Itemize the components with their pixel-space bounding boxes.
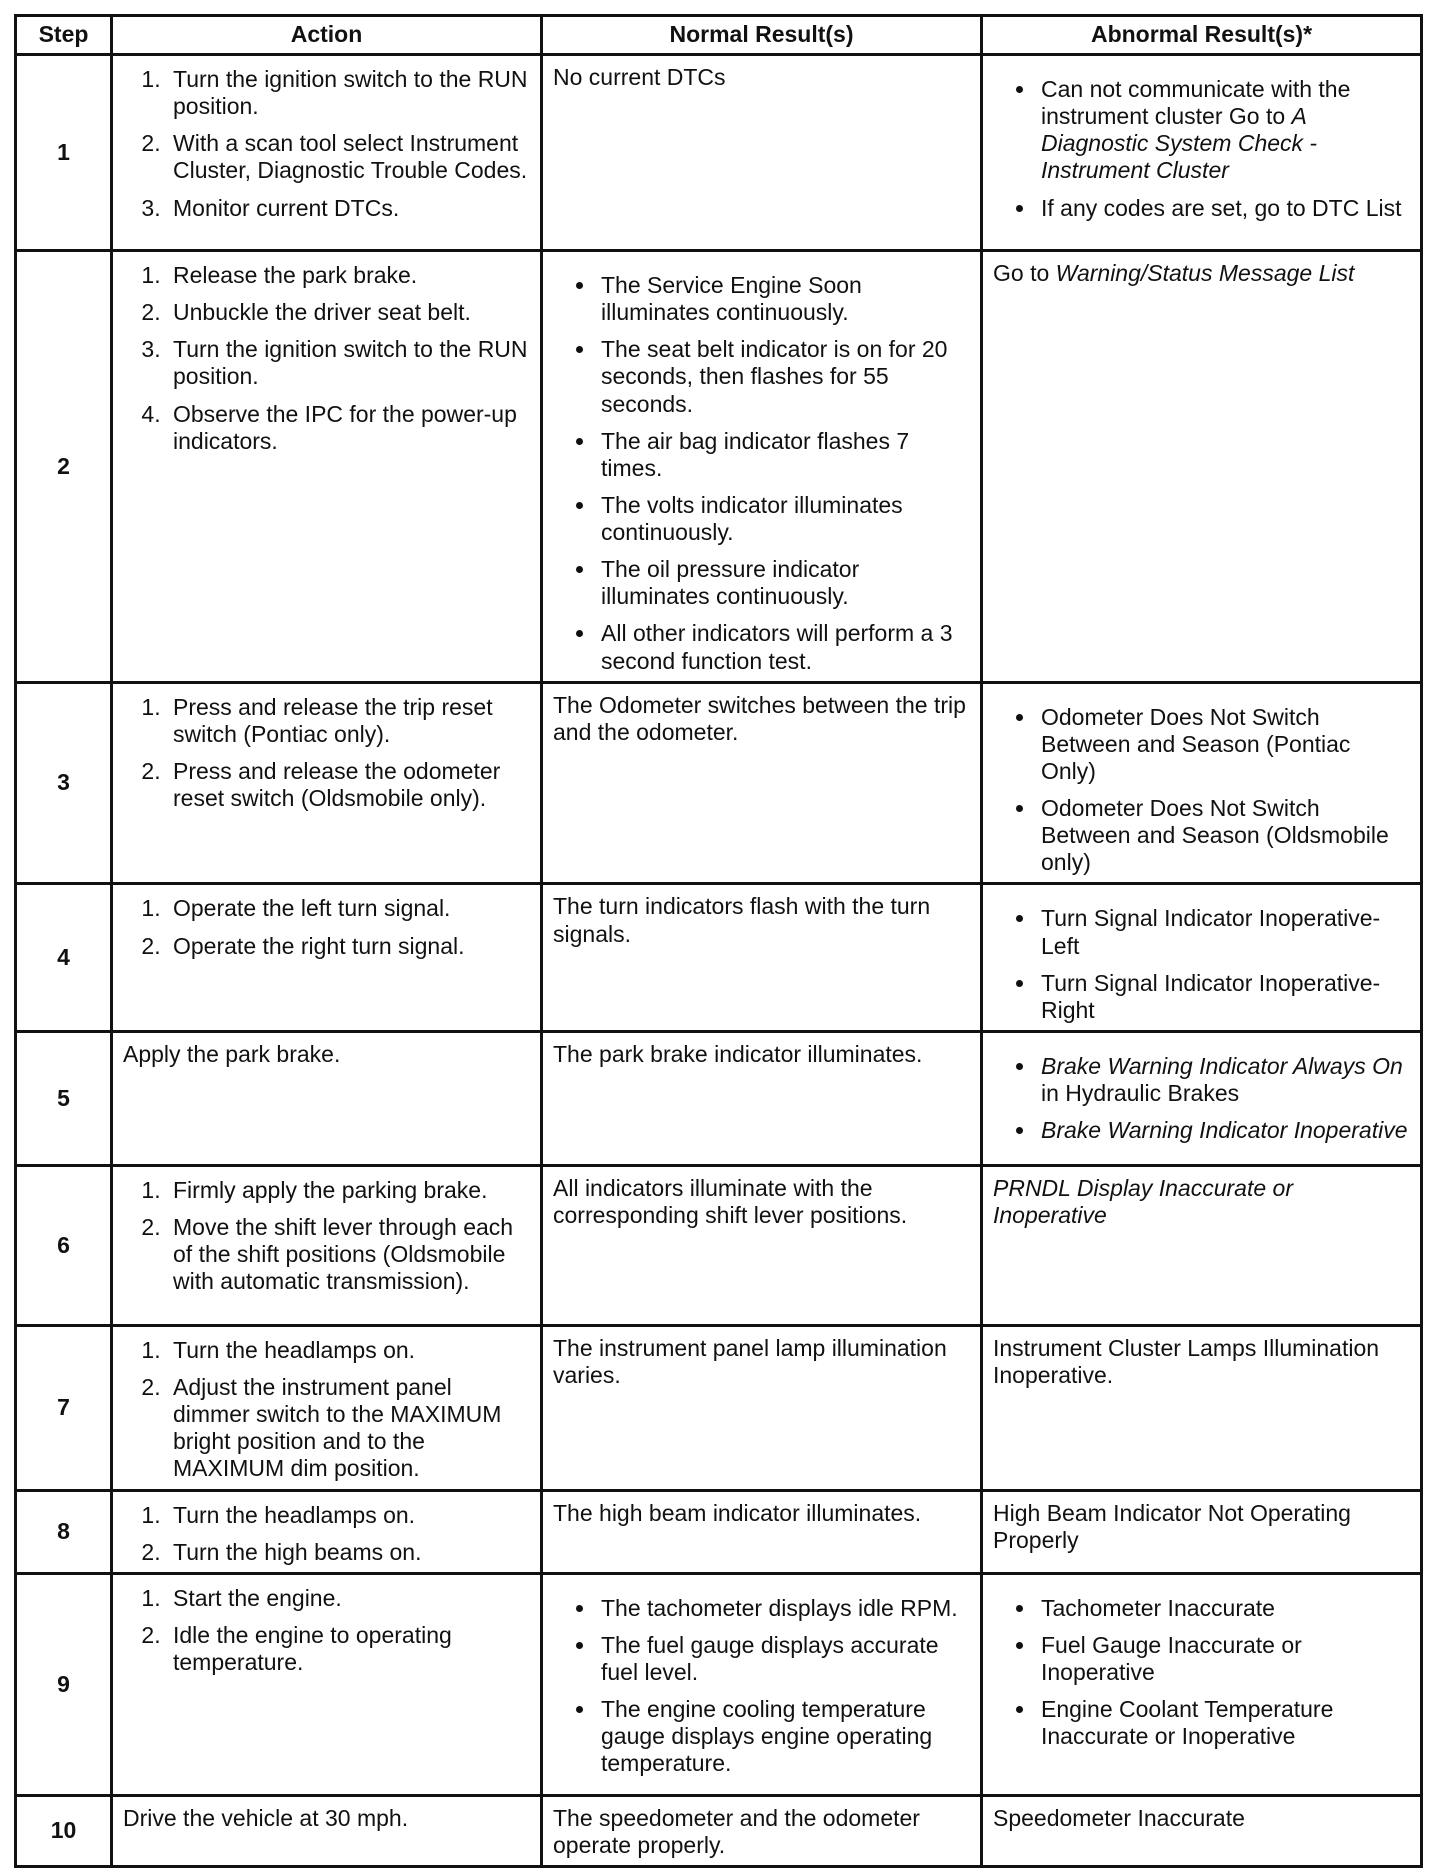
step-number: 6 <box>16 1165 112 1325</box>
normal-result-text: The high beam indicator illuminates. <box>553 1499 922 1526</box>
header-normal-results: Normal Result(s) <box>542 16 982 55</box>
header-row <box>16 16 1422 55</box>
table-row <box>16 1165 1422 1325</box>
action-item: 1. Turn the ignition switch to the RUN position. <box>167 66 530 120</box>
normal-result-cell <box>542 1795 982 1866</box>
abnormal-result-text: PRNDL Display Inaccurate or Inoperative <box>993 1174 1293 1228</box>
action-cell <box>112 251 542 683</box>
table-row <box>16 1795 1422 1866</box>
action-item: 2. Move the shift lever through each of the shift positions (Oldsmobile with automatic transmission). <box>167 1214 530 1295</box>
action-item: 1. Turn the headlamps on. <box>167 1337 530 1364</box>
diagnostic-table <box>14 14 1423 1868</box>
action-cell <box>112 884 542 1032</box>
normal-result-cell <box>542 1325 982 1490</box>
action-item: 1. Operate the left turn signal. <box>167 895 530 922</box>
abnormal-result-list <box>993 1595 1410 1751</box>
action-list <box>123 262 530 455</box>
abnormal-result-cell <box>982 1490 1422 1573</box>
abnormal-result-list <box>993 1053 1410 1144</box>
abnormal-result-cell <box>982 1573 1422 1795</box>
action-item: 2. Adjust the instrument panel dimmer switch to the MAXIMUM bright position and to the MAXIMUM dim position. <box>167 1374 530 1483</box>
action-item: 1. Start the engine. <box>167 1585 530 1612</box>
normal-result-item: • The oil pressure indicator illuminates continuously. <box>597 556 970 610</box>
abnormal-result-item: • Turn Signal Indicator Inoperative- Right <box>1037 970 1410 1024</box>
header-step: Step <box>16 16 112 55</box>
normal-result-cell <box>542 1165 982 1325</box>
abnormal-result-item: • Fuel Gauge Inaccurate or Inoperative <box>1037 1632 1410 1686</box>
action-item: 1. Firmly apply the parking brake. <box>167 1177 530 1204</box>
action-item: 4. Observe the IPC for the power-up indicators. <box>167 401 530 455</box>
header-action: Action <box>112 16 542 55</box>
action-item: 2. Turn the high beams on. <box>167 1539 530 1566</box>
action-list <box>123 895 530 959</box>
normal-result-text: The park brake indicator illuminates. <box>553 1040 923 1067</box>
table-row <box>16 1573 1422 1795</box>
table-row <box>16 884 1422 1032</box>
action-item: 1. Press and release the trip reset switch (Pontiac only). <box>167 694 530 748</box>
abnormal-result-cell <box>982 251 1422 683</box>
abnormal-result-item: • Tachometer Inaccurate <box>1037 1595 1410 1622</box>
step-number: 2 <box>16 251 112 683</box>
action-list <box>123 694 530 813</box>
step-number: 7 <box>16 1325 112 1490</box>
abnormal-result-item: • Brake Warning Indicator Inoperative <box>1037 1117 1410 1144</box>
table-row <box>16 682 1422 884</box>
action-cell <box>112 55 542 251</box>
abnormal-result-item: • If any codes are set, go to DTC List <box>1037 195 1410 222</box>
header-abnormal-results: Abnormal Result(s)* <box>982 16 1422 55</box>
normal-result-item: • The fuel gauge displays accurate fuel level. <box>597 1632 970 1686</box>
abnormal-result-cell <box>982 1795 1422 1866</box>
normal-result-cell <box>542 682 982 884</box>
action-item: 2. Operate the right turn signal. <box>167 933 530 960</box>
action-item: 2. Unbuckle the driver seat belt. <box>167 299 530 326</box>
normal-result-item: • The seat belt indicator is on for 20 seconds, then flashes for 55 seconds. <box>597 336 970 417</box>
normal-result-item: • The air bag indicator flashes 7 times. <box>597 428 970 482</box>
action-cell <box>112 1795 542 1866</box>
action-list <box>123 1177 530 1296</box>
normal-result-cell <box>542 1490 982 1573</box>
step-number: 9 <box>16 1573 112 1795</box>
action-item: 2. Press and release the odometer reset switch (Oldsmobile only). <box>167 758 530 812</box>
table-row <box>16 55 1422 251</box>
normal-result-item: • The volts indicator illuminates continuously. <box>597 492 970 546</box>
normal-result-text: All indicators illuminate with the corresponding shift lever positions. <box>553 1174 908 1228</box>
normal-result-item: • The engine cooling temperature gauge displays engine operating temperature. <box>597 1696 970 1777</box>
step-number: 4 <box>16 884 112 1032</box>
action-cell <box>112 1325 542 1490</box>
normal-result-text: The instrument panel lamp illumination varies. <box>553 1334 947 1388</box>
abnormal-result-list <box>993 905 1410 1024</box>
action-item: 1. Release the park brake. <box>167 262 530 289</box>
normal-result-item: • All other indicators will perform a 3 second function test. <box>597 620 970 674</box>
normal-result-cell <box>542 251 982 683</box>
abnormal-result-text: Instrument Cluster Lamps Illumination Inoperative. <box>993 1334 1380 1388</box>
action-text: Drive the vehicle at 30 mph. <box>123 1804 409 1831</box>
abnormal-result-cell <box>982 682 1422 884</box>
normal-result-item: • The Service Engine Soon illuminates continuously. <box>597 272 970 326</box>
action-item: 3. Turn the ignition switch to the RUN position. <box>167 336 530 390</box>
action-item: 3. Monitor current DTCs. <box>167 195 530 222</box>
step-number: 1 <box>16 55 112 251</box>
abnormal-result-item: • Turn Signal Indicator Inoperative- Left <box>1037 905 1410 959</box>
abnormal-result-item: • Can not communicate with the instrument cluster Go to A Diagnostic System Check - Instrument Cluster <box>1037 76 1410 185</box>
abnormal-result-cell <box>982 1325 1422 1490</box>
step-number: 5 <box>16 1031 112 1165</box>
abnormal-result-cell <box>982 884 1422 1032</box>
table-row <box>16 251 1422 683</box>
normal-result-text: The turn indicators flash with the turn signals. <box>553 893 931 947</box>
abnormal-result-item: • Odometer Does Not Switch Between and Season (Oldsmobile only) <box>1037 795 1410 876</box>
action-list <box>123 1502 530 1566</box>
normal-result-list <box>553 1595 970 1778</box>
abnormal-result-item: • Odometer Does Not Switch Between and Season (Pontiac Only) <box>1037 704 1410 785</box>
action-item: 2. Idle the engine to operating temperature. <box>167 1622 530 1676</box>
abnormal-result-item: • Brake Warning Indicator Always On in Hydraulic Brakes <box>1037 1053 1410 1107</box>
action-cell <box>112 1031 542 1165</box>
action-list <box>123 1337 530 1483</box>
step-number: 10 <box>16 1795 112 1866</box>
abnormal-result-list <box>993 76 1410 222</box>
action-cell <box>112 1573 542 1795</box>
action-cell <box>112 682 542 884</box>
abnormal-result-text: Speedometer Inaccurate <box>993 1804 1245 1831</box>
normal-result-list <box>553 272 970 675</box>
abnormal-result-cell <box>982 1031 1422 1165</box>
normal-result-item: • The tachometer displays idle RPM. <box>597 1595 970 1622</box>
normal-result-cell <box>542 1573 982 1795</box>
normal-result-cell <box>542 1031 982 1165</box>
normal-result-text: The Odometer switches between the trip and the odometer. <box>553 691 966 745</box>
abnormal-result-text: High Beam Indicator Not Operating Properly <box>993 1499 1351 1553</box>
table-row <box>16 1031 1422 1165</box>
action-item: 1. Turn the headlamps on. <box>167 1502 530 1529</box>
abnormal-result-cell <box>982 1165 1422 1325</box>
action-text: Apply the park brake. <box>123 1040 341 1067</box>
abnormal-result-text: Go to Warning/Status Message List <box>993 260 1355 286</box>
normal-result-text: No current DTCs <box>553 64 726 90</box>
normal-result-cell <box>542 55 982 251</box>
action-item: 2. With a scan tool select Instrument Cluster, Diagnostic Trouble Codes. <box>167 130 530 184</box>
normal-result-cell <box>542 884 982 1032</box>
step-number: 8 <box>16 1490 112 1573</box>
abnormal-result-item: • Engine Coolant Temperature Inaccurate or Inoperative <box>1037 1696 1410 1750</box>
action-cell <box>112 1490 542 1573</box>
action-cell <box>112 1165 542 1325</box>
normal-result-text: The speedometer and the odometer operate properly. <box>553 1804 920 1858</box>
table-row <box>16 1325 1422 1490</box>
abnormal-result-list <box>993 704 1410 877</box>
step-number: 3 <box>16 682 112 884</box>
table-row <box>16 1490 1422 1573</box>
abnormal-result-cell <box>982 55 1422 251</box>
action-list <box>123 66 530 222</box>
action-list <box>123 1585 530 1676</box>
